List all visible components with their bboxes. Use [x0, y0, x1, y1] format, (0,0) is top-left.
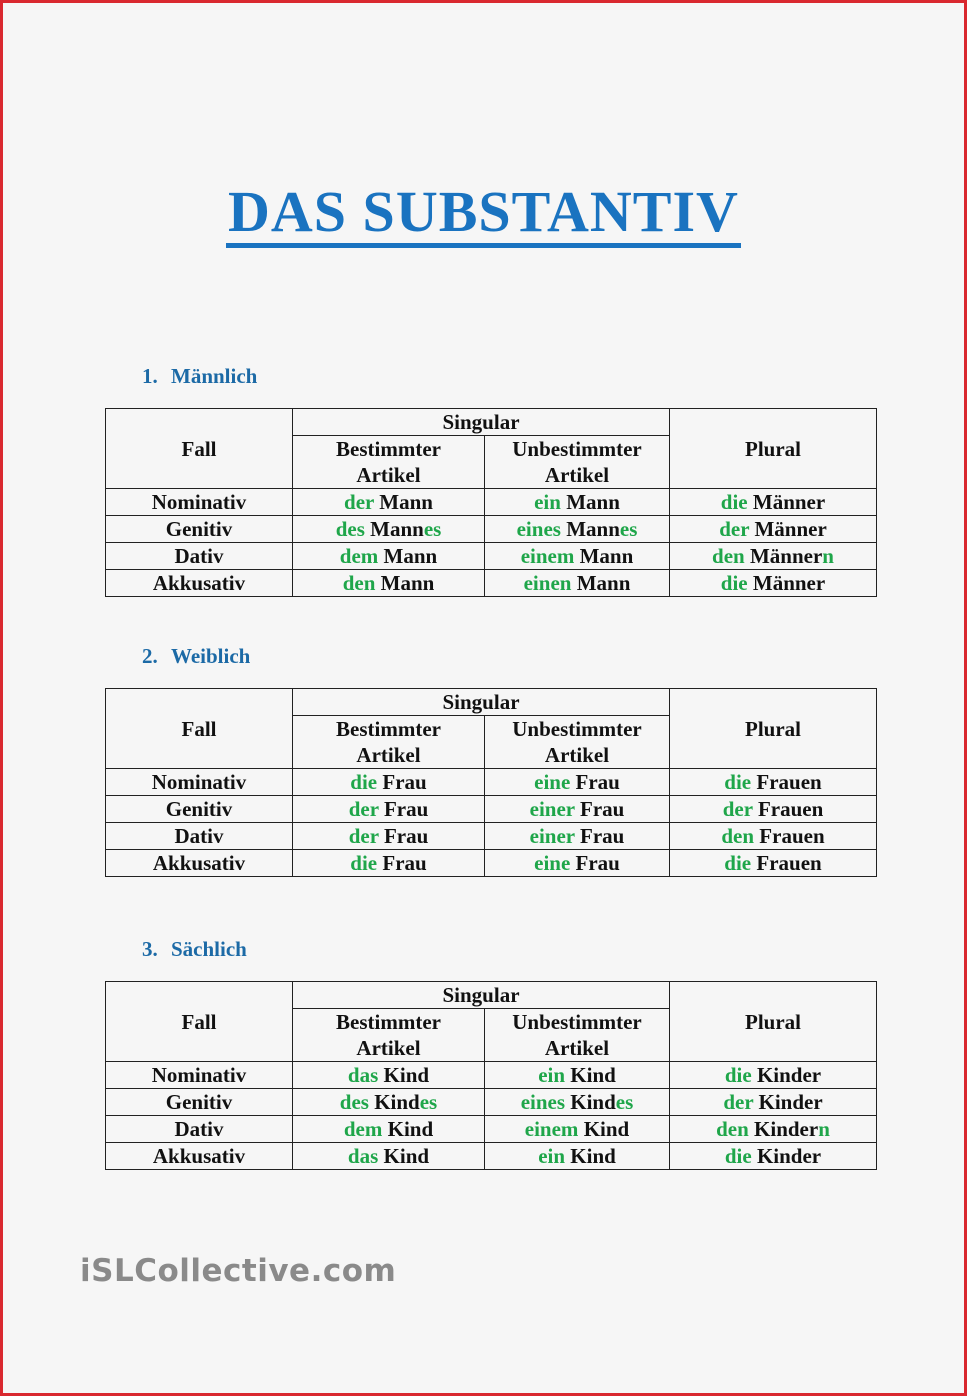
form-unbest [485, 1143, 670, 1170]
form-plural [670, 823, 877, 850]
header-row [106, 982, 877, 1009]
form-best [293, 516, 485, 543]
noun-stem: Männer [752, 571, 826, 595]
form-plural [670, 1116, 877, 1143]
noun-stem: Kinder [754, 1117, 819, 1141]
article: eines [520, 1090, 566, 1114]
form-plural [670, 850, 877, 877]
form-best [293, 850, 485, 877]
form-unbest [485, 1116, 670, 1143]
header-fall-label: Fall [181, 1009, 217, 1034]
form-best [293, 1062, 485, 1089]
header-plural [670, 982, 877, 1062]
table-row [106, 1143, 877, 1170]
form-plural [670, 769, 877, 796]
noun-stem: Kind [570, 1090, 616, 1114]
form-best [293, 823, 485, 850]
declension-table-maennlich [105, 408, 877, 597]
noun-stem: Frau [382, 770, 427, 794]
article: den [721, 824, 755, 848]
header-bestimmter [293, 716, 485, 769]
declension-table-saechlich [105, 981, 877, 1170]
article: den [716, 1117, 749, 1141]
article: eine [534, 851, 571, 875]
header-unbestimmter-line2: Artikel [544, 463, 610, 487]
form-plural [670, 570, 877, 597]
table-row [106, 1116, 877, 1143]
noun-stem: Kind [570, 1063, 616, 1087]
form-unbest [485, 850, 670, 877]
article: der [348, 824, 379, 848]
header-bestimmter-line1: Bestimmter [336, 1010, 441, 1034]
article: das [347, 1144, 379, 1168]
case-name: Genitiv [106, 516, 293, 543]
form-plural [670, 1143, 877, 1170]
noun-stem: Frau [383, 824, 429, 848]
table-row [106, 796, 877, 823]
case-name: Dativ [106, 543, 293, 570]
form-unbest [485, 570, 670, 597]
article: der [348, 797, 379, 821]
section-title: Weiblich [171, 644, 251, 668]
noun-stem: Männer [749, 544, 823, 568]
form-plural [670, 796, 877, 823]
header-unbestimmter-line1: Unbestimmter [512, 437, 642, 461]
case-name: Akkusativ [106, 850, 293, 877]
noun-stem: Frauen [759, 824, 825, 848]
noun-stem: Frau [580, 824, 625, 848]
case-name: Nominativ [106, 769, 293, 796]
noun-stem: Kinder [756, 1063, 822, 1087]
article: eines [516, 517, 561, 541]
noun-stem: Kinder [756, 1144, 822, 1168]
article: einer [529, 824, 575, 848]
form-plural [670, 489, 877, 516]
article: den [712, 544, 745, 568]
table-row [106, 850, 877, 877]
header-unbestimmter-line1: Unbestimmter [512, 717, 642, 741]
noun-stem: Frauen [756, 770, 822, 794]
noun-stem: Kind [383, 1063, 430, 1087]
form-unbest [485, 516, 670, 543]
table-row [106, 823, 877, 850]
form-best [293, 570, 485, 597]
article: die [724, 770, 752, 794]
table-row [106, 516, 877, 543]
case-name: Akkusativ [106, 570, 293, 597]
article: ein [538, 1063, 566, 1087]
noun-stem: Mann [579, 544, 634, 568]
section-title: Männlich [171, 364, 258, 388]
header-singular-label: Singular [442, 410, 520, 434]
noun-stem: Mann [566, 517, 620, 541]
article: der [722, 797, 753, 821]
noun-stem: Frau [575, 770, 620, 794]
header-unbestimmter [485, 1009, 670, 1062]
header-plural [670, 409, 877, 489]
form-plural [670, 1062, 877, 1089]
header-singular-label: Singular [442, 983, 520, 1007]
header-fall-label: Fall [181, 716, 217, 741]
article: den [342, 571, 376, 595]
article: ein [538, 1144, 566, 1168]
article: die [720, 490, 748, 514]
noun-ending: es [423, 517, 442, 541]
table-row [106, 570, 877, 597]
header-bestimmter-line1: Bestimmter [336, 437, 441, 461]
header-fall-label: Fall [181, 436, 217, 461]
table-row [106, 543, 877, 570]
noun-stem: Kinder [758, 1090, 823, 1114]
noun-stem: Mann [380, 571, 435, 595]
article: ein [534, 490, 561, 514]
noun-stem: Frau [382, 851, 427, 875]
article: die [350, 770, 378, 794]
form-unbest [485, 1089, 670, 1116]
section-heading-weiblich [142, 644, 250, 669]
header-row [106, 689, 877, 716]
noun-stem: Kind [583, 1117, 630, 1141]
header-unbestimmter [485, 716, 670, 769]
form-best [293, 1089, 485, 1116]
article: eine [534, 770, 571, 794]
case-name: Genitiv [106, 1089, 293, 1116]
article: die [350, 851, 378, 875]
form-plural [670, 1089, 877, 1116]
form-best [293, 1143, 485, 1170]
noun-stem: Frauen [756, 851, 822, 875]
header-singular [293, 982, 670, 1009]
form-best [293, 489, 485, 516]
section-title: Sächlich [171, 937, 247, 961]
header-bestimmter [293, 436, 485, 489]
noun-stem: Frau [580, 797, 625, 821]
header-fall [106, 982, 293, 1062]
noun-stem: Kind [570, 1144, 616, 1168]
article: dem [339, 544, 379, 568]
form-best [293, 543, 485, 570]
header-unbestimmter [485, 436, 670, 489]
noun-stem: Kind [383, 1144, 430, 1168]
header-bestimmter-line2: Artikel [356, 463, 421, 487]
article: des [335, 517, 365, 541]
header-row [106, 409, 877, 436]
header-unbestimmter-line2: Artikel [544, 1036, 610, 1060]
table-row [106, 1089, 877, 1116]
noun-stem: Mann [379, 490, 433, 514]
form-plural [670, 516, 877, 543]
form-best [293, 796, 485, 823]
noun-stem: Mann [370, 517, 424, 541]
declension-table-weiblich [105, 688, 877, 877]
header-bestimmter-line2: Artikel [356, 1036, 421, 1060]
form-unbest [485, 796, 670, 823]
noun-stem: Kind [387, 1117, 434, 1141]
article: des [339, 1090, 369, 1114]
header-bestimmter [293, 1009, 485, 1062]
header-plural-label: Plural [745, 436, 801, 461]
noun-stem: Frau [383, 797, 429, 821]
section-heading-saechlich [142, 937, 247, 962]
header-unbestimmter-line1: Unbestimmter [512, 1010, 642, 1034]
article: einer [529, 797, 575, 821]
form-best [293, 769, 485, 796]
watermark-logo: iSLCollective.com [80, 1253, 397, 1289]
header-unbestimmter-line2: Artikel [544, 743, 610, 767]
header-plural [670, 689, 877, 769]
noun-stem: Mann [576, 571, 631, 595]
noun-stem: Männer [752, 490, 826, 514]
article: das [347, 1063, 379, 1087]
header-singular [293, 409, 670, 436]
article: einem [524, 1117, 579, 1141]
form-plural [670, 543, 877, 570]
section-number: 1. [142, 364, 158, 388]
noun-stem: Männer [754, 517, 827, 541]
case-name: Dativ [106, 823, 293, 850]
header-singular [293, 689, 670, 716]
section-number: 3. [142, 937, 158, 961]
article: einen [523, 571, 572, 595]
article: der [719, 517, 750, 541]
form-unbest [485, 1062, 670, 1089]
noun-stem: Mann [383, 544, 438, 568]
article: die [724, 1144, 752, 1168]
noun-stem: Kind [374, 1090, 420, 1114]
noun-stem: Mann [566, 490, 620, 514]
article: die [724, 1063, 752, 1087]
case-name: Akkusativ [106, 1143, 293, 1170]
article: die [720, 571, 748, 595]
article: dem [343, 1117, 383, 1141]
page-title [0, 178, 967, 248]
article: der [344, 490, 374, 514]
noun-ending: es [615, 1090, 634, 1114]
table-row [106, 769, 877, 796]
case-name: Genitiv [106, 796, 293, 823]
article: der [723, 1090, 754, 1114]
section-heading-maennlich [142, 364, 257, 389]
form-unbest [485, 769, 670, 796]
header-bestimmter-line2: Artikel [356, 743, 421, 767]
form-unbest [485, 489, 670, 516]
noun-ending: n [818, 1117, 830, 1141]
header-singular-label: Singular [442, 690, 520, 714]
article: die [724, 851, 752, 875]
form-unbest [485, 543, 670, 570]
header-fall [106, 689, 293, 769]
case-name: Nominativ [106, 489, 293, 516]
noun-stem: Frau [575, 851, 620, 875]
noun-stem: Frauen [757, 797, 824, 821]
table-row [106, 1062, 877, 1089]
section-number: 2. [142, 644, 158, 668]
noun-ending: es [619, 517, 638, 541]
article: einem [520, 544, 575, 568]
page-title-text: DAS SUBSTANTIV [226, 181, 741, 248]
header-bestimmter-line1: Bestimmter [336, 717, 441, 741]
header-plural-label: Plural [745, 716, 801, 741]
header-fall [106, 409, 293, 489]
form-unbest [485, 823, 670, 850]
case-name: Dativ [106, 1116, 293, 1143]
noun-ending: es [419, 1090, 438, 1114]
table-row [106, 489, 877, 516]
case-name: Nominativ [106, 1062, 293, 1089]
header-plural-label: Plural [745, 1009, 801, 1034]
form-best [293, 1116, 485, 1143]
noun-ending: n [822, 544, 834, 568]
